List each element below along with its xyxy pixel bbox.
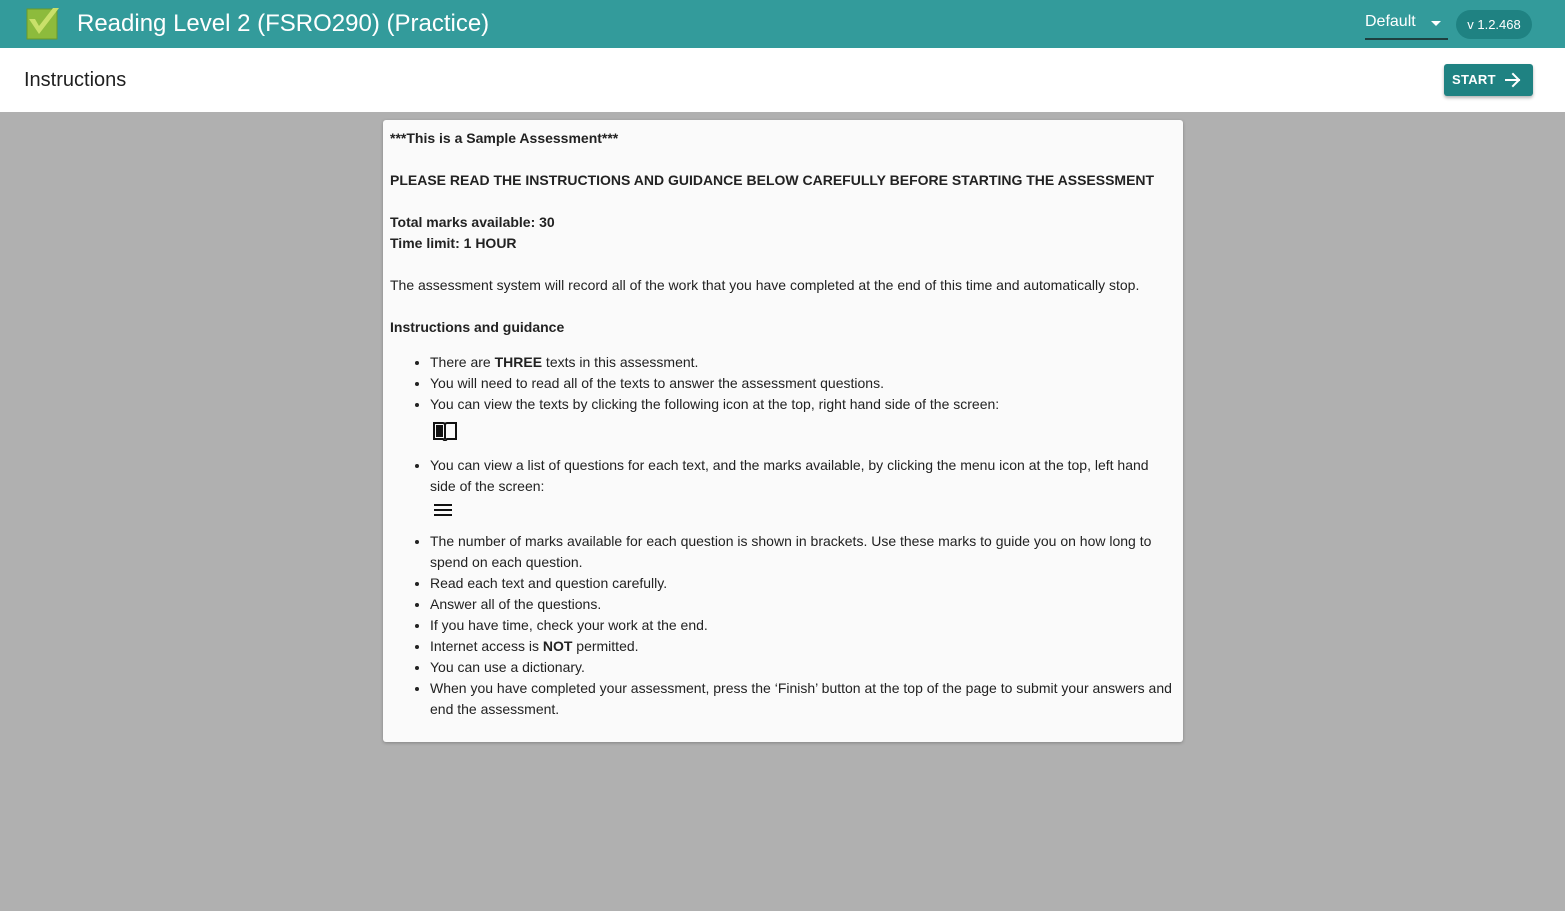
list-item: • When you have completed your assessment, press the ‘Finish’ button at the top of the page to submit your answers and end the assessment. bbox=[430, 678, 1176, 720]
read-notice: PLEASE READ THE INSTRUCTIONS AND GUIDANCE BELOW CAREFULLY BEFORE STARTING THE ASSESSMENT bbox=[390, 172, 1155, 188]
theme-select[interactable] bbox=[1365, 10, 1448, 40]
instructions-card bbox=[383, 120, 1183, 742]
version-badge: v 1.2.468 bbox=[1456, 10, 1532, 39]
menu-icon bbox=[433, 502, 453, 518]
arrow-right-icon bbox=[1504, 71, 1522, 89]
app-header bbox=[0, 0, 1565, 48]
book-icon bbox=[433, 421, 457, 441]
start-button[interactable] bbox=[1444, 64, 1533, 96]
list-item: • You can use a dictionary. bbox=[430, 657, 1176, 678]
check-logo-icon bbox=[26, 7, 60, 40]
list-item: • You can view the texts by clicking the following icon at the top, right hand side of the screen: bbox=[430, 394, 1176, 455]
list-item: • You can view a list of questions for each text, and the marks available, by clicking the menu icon at the top, left hand side of the screen: bbox=[430, 455, 1176, 531]
guidance-list bbox=[390, 352, 1176, 720]
list-item: • Read each text and question carefully. bbox=[430, 573, 1176, 594]
list-item: • You will need to read all of the texts to answer the assessment questions. bbox=[430, 373, 1176, 394]
list-item: • Internet access is NOT permitted. bbox=[430, 636, 1176, 657]
sample-notice: ***This is a Sample Assessment*** bbox=[390, 130, 619, 146]
total-marks: Total marks available: 30 bbox=[390, 214, 555, 230]
time-limit: Time limit: 1 HOUR bbox=[390, 235, 517, 251]
list-item: • The number of marks available for each question is shown in brackets. Use these marks to guide you on how long to spend on each question. bbox=[430, 531, 1176, 573]
chevron-down-icon bbox=[1431, 21, 1441, 26]
start-button-label: START bbox=[1452, 72, 1496, 87]
theme-select-value: Default bbox=[1365, 13, 1416, 30]
list-item: • If you have time, check your work at the end. bbox=[430, 615, 1176, 636]
guidance-heading: Instructions and guidance bbox=[390, 319, 565, 335]
page-title: Instructions bbox=[24, 69, 127, 91]
list-item: • Answer all of the questions. bbox=[430, 594, 1176, 615]
app-title: Reading Level 2 (FSRO290) (Practice) bbox=[77, 10, 490, 37]
auto-stop-notice: The assessment system will record all of the work that you have completed at the end of this time and automatically stop. bbox=[390, 277, 1140, 293]
list-item: • There are THREE texts in this assessment. bbox=[430, 352, 1176, 373]
page-toolbar bbox=[0, 48, 1565, 112]
